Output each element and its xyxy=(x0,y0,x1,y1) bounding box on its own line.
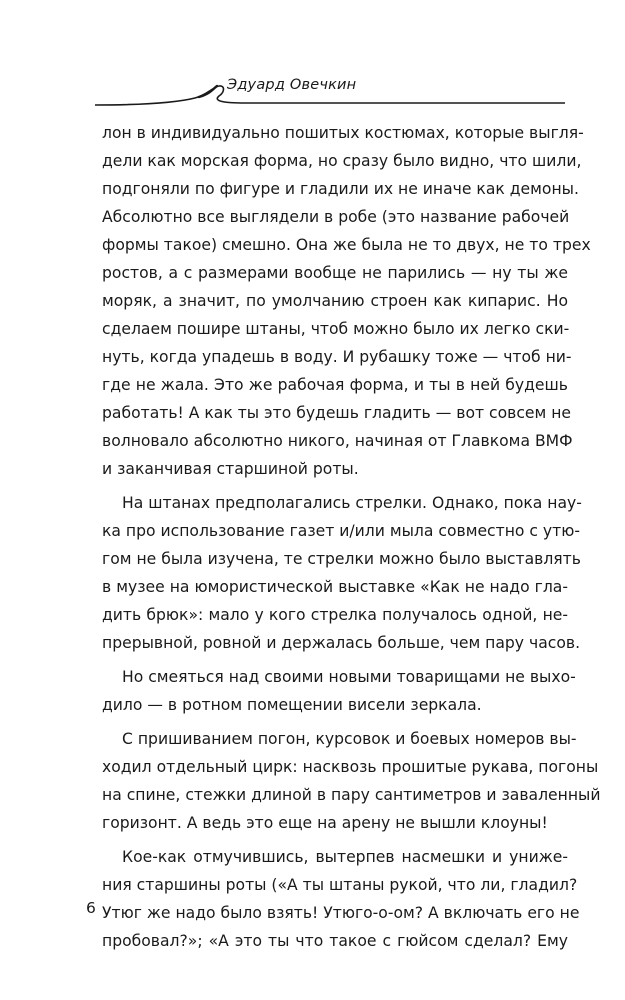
text-line: Абсолютно все выглядели в робе (это название рабочей xyxy=(102,208,570,226)
text-line: волновало абсолютно никого, начиная от Главкома ВМФ xyxy=(102,432,573,450)
text-line: Но смеяться над своими новыми товарищами не выхо- xyxy=(122,668,576,686)
text-line: нуть, когда упадешь в воду. И рубашку тоже — чтоб ни- xyxy=(102,348,572,366)
text-line: где не жала. Это же рабочая форма, и ты в ней будешь xyxy=(102,376,568,394)
text-line: формы такое) смешно. Она же была не то двух, не то трех xyxy=(102,236,591,254)
running-head xyxy=(95,72,565,116)
text-line: ка про использование газет и/или мыла совместно с утю- xyxy=(102,522,581,540)
text-line: Утюг же надо было взять! Утюго-о-ом? А включать его не xyxy=(102,904,580,922)
text-line: сделаем пошире штаны, чтоб можно было их легко ски- xyxy=(102,320,570,338)
text-line: моряк, а значит, по умолчанию строен как кипарис. Но xyxy=(102,292,568,310)
text-line: С пришиванием погон, курсовок и боевых номеров вы- xyxy=(122,730,577,748)
text-line: в музее на юмористической выставке «Как не надо гла- xyxy=(102,578,568,596)
text-line: Кое-как отмучившись, вытерпев насмешки и униже- xyxy=(122,848,568,866)
text-line: ния старшины роты («А ты штаны рукой, что ли, гладил? xyxy=(102,876,578,894)
author-name: Эдуард Овечкин xyxy=(227,77,357,93)
body-text xyxy=(102,119,601,955)
text-line: работать! А как ты это будешь гладить — вот совсем не xyxy=(102,404,572,422)
text-line: дило — в ротном помещении висели зеркала. xyxy=(102,696,482,714)
text-line: гом не была изучена, те стрелки можно было выставлять xyxy=(102,550,581,568)
text-line: На штанах предполагались стрелки. Однако, пока нау- xyxy=(122,494,582,512)
text-line: дить брюк»: мало у кого стрелка получалось одной, не- xyxy=(102,606,568,624)
text-line: ходил отдельный цирк: насквозь прошитые рукава, погоны xyxy=(102,758,599,776)
text-line: горизонт. А ведь это еще на арену не вышли клоуны! xyxy=(102,814,548,832)
text-line: лон в индивидуально пошитых костюмах, которые выгля- xyxy=(102,124,584,142)
text-line: прерывной, ровной и держалась больше, чем пару часов. xyxy=(102,634,581,652)
text-line: пробовал?»; «А это ты что такое с гюйсом сделал? Ему xyxy=(102,932,568,950)
text-line: подгоняли по фигуре и гладили их не иначе как демоны. xyxy=(102,180,579,198)
text-line: ростов, а с размерами вообще не парились — ну ты же xyxy=(102,264,568,282)
text-line: дели как морская форма, но сразу было видно, что шили, xyxy=(102,152,582,170)
text-line: и заканчивая старшиной роты. xyxy=(102,460,359,478)
text-line: на спине, стежки длиной в пару сантиметров и заваленный xyxy=(102,786,601,804)
page-number: 6 xyxy=(86,899,96,917)
